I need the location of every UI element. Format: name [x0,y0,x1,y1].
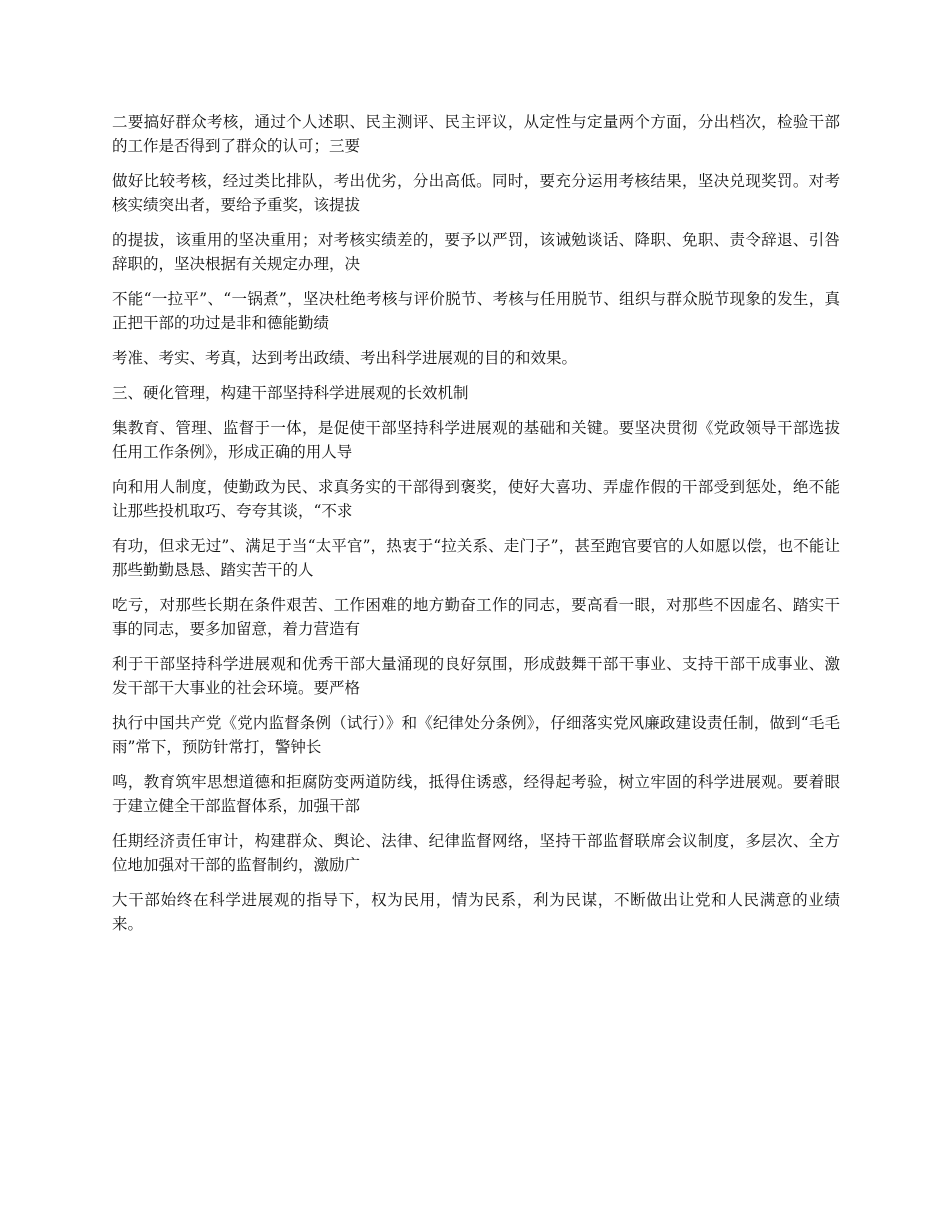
paragraph-15: 大干部始终在科学进展观的指导下，权为民用，情为民系，利为民谋，不断做出让党和人民满意的业绩来。 [112,891,840,933]
paragraph-14: 任期经济责任审计，构建群众、舆论、法律、纪律监督网络，坚持干部监督联席会议制度，多层次、全方位地加强对干部的监督制约，激励广 [112,832,840,874]
section-heading: 三、硬化管理，构建干部坚持科学进展观的长效机制 [112,384,469,402]
paragraph-7: 集教育、管理、监督于一体，是促使干部坚持科学进展观的基础和关键。要坚决贯彻《党政领导干部选拔任用工作条例》，形成正确的用人导 [112,419,840,461]
paragraph-4: 不能“一拉平”、“一锅煮”，坚决杜绝考核与评价脱节、考核与任用脱节、组织与群众脱节现象的发生，真正把干部的功过是非和德能勤绩 [112,290,840,332]
paragraph-8: 向和用人制度，使勤政为民、求真务实的干部得到褒奖，使好大喜功、弄虚作假的干部受到惩处，绝不能让那些投机取巧、夸夸其谈，“不求 [112,478,840,520]
paragraph-1: 二要搞好群众考核，通过个人述职、民主测评、民主评议，从定性与定量两个方面，分出档次，检验干部的工作是否得到了群众的认可；三要 [112,113,840,155]
paragraph-10: 吃亏，对那些长期在条件艰苦、工作困难的地方勤奋工作的同志，要高看一眼，对那些不因虚名、踏实干事的同志，要多加留意，着力营造有 [112,596,840,638]
paragraph-5: 考准、考实、考真，达到考出政绩、考出科学进展观的目的和效果。 [112,349,578,367]
paragraph-9: 有功，但求无过”、满足于当“太平官”，热衷于“拉关系、走门子”，甚至跑官要官的人如愿以偿，也不能让那些勤勤恳恳、踏实苦干的人 [112,537,840,579]
paragraph-3: 的提拔，该重用的坚决重用；对考核实绩差的，要予以严罚，该诫勉谈话、降职、免职、责令辞退、引咎辞职的，坚决根据有关规定办理，决 [112,231,840,273]
paragraph-12: 执行中国共产党《党内监督条例（试行）》和《纪律处分条例》，仔细落实党风廉政建设责任制，做到“毛毛雨”常下，预防针常打，警钟长 [112,714,840,756]
document-body [112,110,840,947]
paragraph-2: 做好比较考核，经过类比排队，考出优劣，分出高低。同时，要充分运用考核结果，坚决兑现奖罚。对考核实绩突出者，要给予重奖，该提拔 [112,172,840,214]
paragraph-13: 鸣，教育筑牢思想道德和拒腐防变两道防线，抵得住诱惑，经得起考验，树立牢固的科学进展观。要着眼于建立健全干部监督体系，加强干部 [112,773,840,815]
paragraph-11: 利于干部坚持科学进展观和优秀干部大量涌现的良好氛围，形成鼓舞干部干事业、支持干部干成事业、激发干部干大事业的社会环境。要严格 [112,655,840,697]
